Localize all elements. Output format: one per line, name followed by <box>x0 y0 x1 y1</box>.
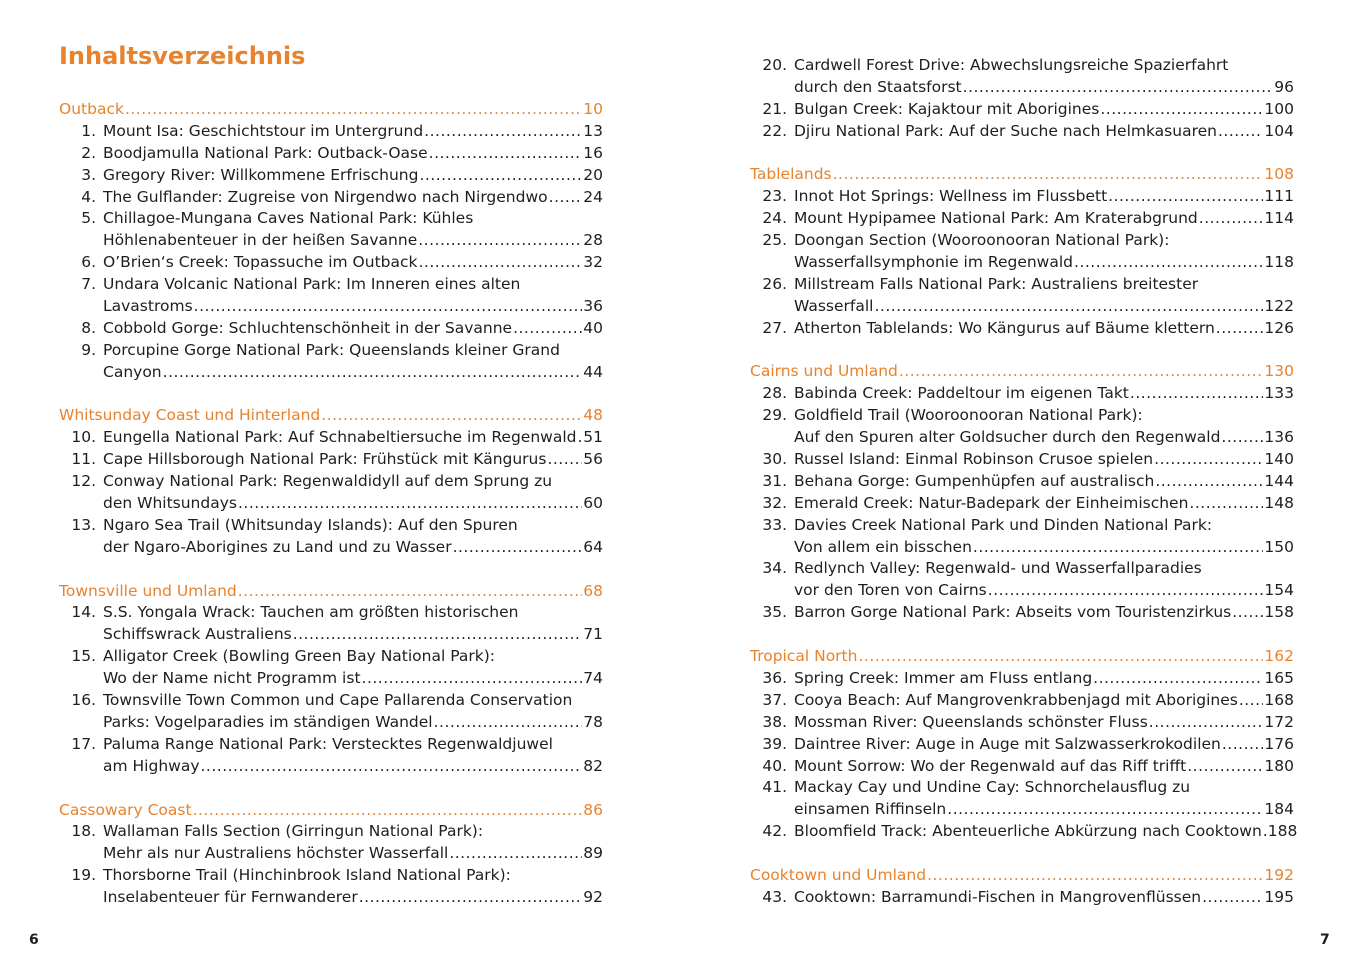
entry-page-number: 133 <box>1264 384 1294 403</box>
entry-page-number: 150 <box>1264 537 1294 556</box>
toc-entry[interactable] <box>59 296 603 318</box>
entry-number: 13. <box>71 515 96 534</box>
toc-entry[interactable] <box>59 427 603 449</box>
toc-entry[interactable] <box>59 340 603 362</box>
toc-entry[interactable] <box>59 187 603 209</box>
section-spacer <box>750 143 1294 165</box>
entry-number: 16. <box>71 691 96 710</box>
entry-title: Millstream Falls National Park: Australiens breitester <box>794 274 1199 293</box>
entry-page-number: 82 <box>583 756 603 775</box>
dot-leader <box>429 143 583 165</box>
entry-page-number: 118 <box>1264 253 1294 272</box>
entry-title: Barron Gorge National Park: Abseits vom Touristenzirkus <box>794 603 1232 622</box>
entry-number: 4. <box>81 187 96 206</box>
toc-entry[interactable] <box>750 208 1294 230</box>
entry-number: 26. <box>762 274 787 293</box>
toc-entry[interactable] <box>59 756 603 778</box>
entry-number: 28. <box>762 384 787 403</box>
toc-entry[interactable] <box>59 318 603 340</box>
entry-title: Cobbold Gorge: Schluchtenschönheit in der Savanne <box>103 318 513 337</box>
toc-left-column <box>59 99 603 909</box>
entry-title: den Whitsundays <box>103 494 237 513</box>
dot-leader <box>1093 668 1263 690</box>
toc-entry[interactable] <box>750 712 1294 734</box>
toc-entry[interactable] <box>59 274 603 296</box>
entry-title: Cardwell Forest Drive: Abwechslungsreiche Spazierfahrt <box>794 56 1229 74</box>
toc-entry[interactable] <box>59 471 603 493</box>
entry-title: Wasserfallsymphonie im Regenwald <box>794 253 1074 272</box>
dot-leader <box>125 99 582 121</box>
entry-title: Emerald Creek: Natur-Badepark der Einheimischen <box>794 493 1189 512</box>
toc-entry[interactable] <box>750 558 1294 580</box>
entry-page-number: 36 <box>583 297 603 316</box>
entry-page-number: 104 <box>1264 121 1294 140</box>
dot-leader <box>1239 690 1264 712</box>
dot-leader <box>362 668 583 690</box>
dot-leader <box>163 362 583 384</box>
entry-title: Cape Hillsborough National Park: Frühstück mit Kängurus <box>103 450 547 469</box>
entry-page-number: 44 <box>583 362 603 381</box>
toc-entry[interactable] <box>59 734 603 756</box>
entry-page-number: 144 <box>1264 471 1294 490</box>
entry-title: Gregory River: Willkommene Erfrischung <box>103 165 419 184</box>
entry-number: 1. <box>81 121 96 140</box>
entry-title: Russel Island: Einmal Robinson Crusoe spielen <box>794 450 1154 469</box>
entry-page-number: 13 <box>583 121 603 140</box>
entry-title: Redlynch Valley: Regenwald- und Wasserfallparadies <box>794 559 1202 578</box>
toc-entry[interactable] <box>59 230 603 252</box>
section-title: Cassowary Coast <box>59 800 192 819</box>
entry-number: 19. <box>71 866 96 885</box>
entry-title: Lavastroms <box>103 297 193 316</box>
entry-page-number: 126 <box>1264 318 1294 337</box>
toc-entry[interactable] <box>750 734 1294 756</box>
entry-title: Mount Hypipamee National Park: Am Kraterabgrund <box>794 209 1198 228</box>
entry-title: Cooktown: Barramundi-Fischen in Mangrovenflüssen <box>794 887 1202 906</box>
section-page-number: 130 <box>1264 362 1294 381</box>
dot-leader <box>874 296 1263 318</box>
toc-entry[interactable] <box>750 515 1294 537</box>
entry-number: 7. <box>81 275 96 294</box>
toc-entry[interactable] <box>750 405 1294 427</box>
entry-page-number: 195 <box>1264 887 1294 906</box>
entry-title: Townsville Town Common und Cape Pallarenda Conservation <box>103 691 573 710</box>
entry-page-number: 148 <box>1264 493 1294 512</box>
dot-leader <box>858 646 1263 668</box>
entry-number: 24. <box>762 209 787 228</box>
dot-leader <box>238 581 582 603</box>
dot-leader <box>419 252 583 274</box>
dot-leader <box>193 800 583 822</box>
section-spacer <box>750 624 1294 646</box>
section-title: Townsville und Umland <box>59 581 237 600</box>
entry-title: Conway National Park: Regenwaldidyll auf dem Sprung zu <box>103 472 553 491</box>
entry-page-number: 154 <box>1264 581 1294 600</box>
toc-entry[interactable] <box>59 362 603 384</box>
entry-title: Mount Sorrow: Wo der Regenwald auf das Riff trifft <box>794 756 1187 775</box>
dot-leader <box>1189 493 1263 515</box>
entry-number: 39. <box>762 734 787 753</box>
dot-leader <box>1074 252 1263 274</box>
entry-title: Parks: Vogelparadies im ständigen Wandel <box>103 712 433 731</box>
dot-leader <box>1221 427 1263 449</box>
dot-leader <box>194 296 583 318</box>
entry-title: S.S. Yongala Wrack: Tauchen am größten historischen <box>103 603 519 622</box>
entry-page-number: 56 <box>583 450 603 469</box>
entry-page-number: 92 <box>583 888 603 907</box>
entry-title: Eungella National Park: Auf Schnabeltiersuche im Regenwald <box>103 428 577 447</box>
entry-title: Innot Hot Springs: Wellness im Flussbett <box>794 187 1108 206</box>
entry-number: 15. <box>71 647 96 666</box>
entry-title: der Ngaro-Aborigines zu Land und zu Wasser <box>103 537 452 556</box>
dot-leader <box>577 427 582 449</box>
section-title: Outback <box>59 100 124 118</box>
dot-leader <box>424 121 582 143</box>
entry-page-number: 136 <box>1264 428 1294 447</box>
section-page-number: 162 <box>1264 647 1294 666</box>
toc-entry[interactable] <box>750 186 1294 208</box>
toc-entry[interactable] <box>750 668 1294 690</box>
dot-leader <box>1154 449 1263 471</box>
toc-entry[interactable] <box>750 821 1298 843</box>
toc-entry[interactable] <box>750 887 1294 909</box>
toc-section[interactable] <box>750 646 1294 668</box>
entry-number: 33. <box>762 515 787 534</box>
entry-page-number: 51 <box>583 428 603 447</box>
entry-title: Wo der Name nicht Programm ist <box>103 669 361 688</box>
entry-number: 29. <box>762 406 787 425</box>
entry-page-number: 180 <box>1264 756 1294 775</box>
entry-page-number: 89 <box>583 844 603 863</box>
entry-number: 6. <box>81 253 96 272</box>
toc-entry[interactable] <box>750 427 1294 449</box>
entry-number: 27. <box>762 318 787 337</box>
section-spacer <box>59 559 603 581</box>
dot-leader <box>1130 383 1264 405</box>
dot-leader <box>549 187 583 209</box>
toc-entry[interactable] <box>59 712 603 734</box>
entry-number: 37. <box>762 690 787 709</box>
entry-page-number: 188 <box>1267 822 1298 841</box>
toc-entry[interactable] <box>59 143 603 165</box>
dot-leader <box>321 405 582 427</box>
entry-title: Inselabenteuer für Fernwanderer <box>103 888 358 907</box>
dot-leader <box>963 77 1274 99</box>
entry-title: Ngaro Sea Trail (Whitsunday Islands): Auf den Spuren <box>103 515 518 534</box>
entry-title: Boodjamulla National Park: Outback-Oase <box>103 143 428 162</box>
toc-right-column <box>750 55 1298 909</box>
toc-entry[interactable] <box>59 690 603 712</box>
dot-leader <box>418 230 582 252</box>
entry-number: 8. <box>81 318 96 337</box>
entry-number: 40. <box>762 756 787 775</box>
dot-leader <box>293 624 583 646</box>
section-title: Tablelands <box>750 165 832 184</box>
entry-page-number: 16 <box>583 143 603 162</box>
entry-title: The Gulflander: Zugreise von Nirgendwo nach Nirgendwo <box>103 187 548 206</box>
toc-section[interactable] <box>750 865 1294 887</box>
dot-leader <box>927 865 1263 887</box>
entry-number: 9. <box>81 340 96 359</box>
entry-page-number: 71 <box>583 625 603 644</box>
toc-entry[interactable] <box>59 493 603 515</box>
toc-section[interactable] <box>59 581 603 603</box>
entry-title: Mackay Cay und Undine Cay: Schnorchelausflug zu <box>794 778 1191 797</box>
entry-number: 32. <box>762 493 787 512</box>
toc-section[interactable] <box>59 99 603 121</box>
entry-title: Porcupine Gorge National Park: Queenslands kleiner Grand <box>103 340 560 359</box>
entry-number: 34. <box>762 559 787 578</box>
entry-title: Bloomfield Track: Abenteuerliche Abkürzung nach Cooktown <box>794 822 1262 841</box>
entry-number: 12. <box>71 472 96 491</box>
entry-page-number: 32 <box>583 253 603 272</box>
entry-number: 18. <box>71 822 96 841</box>
page-number-right: 7 <box>1320 932 1330 948</box>
toc-entry[interactable] <box>59 165 603 187</box>
dot-leader <box>419 165 582 187</box>
toc-section[interactable] <box>750 164 1294 186</box>
toc-entry[interactable] <box>750 230 1294 252</box>
toc-entry[interactable] <box>59 602 603 624</box>
toc-entry[interactable] <box>750 493 1294 515</box>
toc-entry[interactable] <box>750 690 1294 712</box>
toc-entry[interactable] <box>750 799 1294 821</box>
entry-title: Babinda Creek: Paddeltour im eigenen Takt <box>794 384 1129 403</box>
entry-number: 42. <box>762 822 787 841</box>
entry-title: Spring Creek: Immer am Fluss entlang <box>794 668 1093 687</box>
section-page-number: 108 <box>1264 165 1294 184</box>
toc-entry[interactable] <box>59 865 603 887</box>
entry-page-number: 24 <box>583 187 603 206</box>
entry-title: Alligator Creek (Bowling Green Bay National Park): <box>103 647 495 666</box>
entry-title: durch den Staatsforst <box>794 77 962 96</box>
entry-number: 3. <box>81 165 96 184</box>
entry-number: 11. <box>71 450 96 469</box>
entry-number: 35. <box>762 603 787 622</box>
entry-page-number: 78 <box>583 712 603 731</box>
section-spacer <box>750 843 1294 865</box>
dot-leader <box>1218 121 1263 143</box>
entry-page-number: 140 <box>1264 450 1294 469</box>
section-title: Tropical North <box>750 647 858 666</box>
entry-title: einsamen Riffinseln <box>794 800 947 819</box>
toc-entry[interactable] <box>59 208 603 230</box>
entry-page-number: 74 <box>583 669 603 688</box>
toc-entry[interactable] <box>59 843 603 865</box>
entry-page-number: 20 <box>583 165 603 184</box>
toc-entry[interactable] <box>59 252 603 274</box>
dot-leader <box>973 537 1264 559</box>
entry-page-number: 172 <box>1264 712 1294 731</box>
entry-title: am Highway <box>103 756 200 775</box>
section-page-number: 68 <box>583 581 603 600</box>
entry-title: Daintree River: Auge in Auge mit Salzwasserkrokodilen <box>794 734 1221 753</box>
entry-number: 25. <box>762 231 787 250</box>
entry-title: Canyon <box>103 362 162 381</box>
entry-number: 22. <box>762 121 787 140</box>
toc-entry[interactable] <box>750 383 1294 405</box>
toc-entry[interactable] <box>750 274 1294 296</box>
toc-entry[interactable] <box>750 449 1294 471</box>
toc-entry[interactable] <box>750 252 1294 274</box>
entry-page-number: 176 <box>1264 734 1294 753</box>
dot-leader <box>1216 318 1264 340</box>
dot-leader <box>1222 734 1264 756</box>
dot-leader <box>1108 186 1263 208</box>
entry-title: Paluma Range National Park: Verstecktes Regenwaldjuwel <box>103 734 553 753</box>
dot-leader <box>434 712 583 734</box>
entry-title: Undara Volcanic National Park: Im Inneren eines alten <box>103 275 521 294</box>
dot-leader <box>1202 887 1263 909</box>
entry-number: 43. <box>762 887 787 906</box>
entry-title: Davies Creek National Park und Dinden National Park: <box>794 515 1213 534</box>
dot-leader <box>359 887 583 909</box>
section-page-number: 48 <box>583 406 603 425</box>
entry-number: 30. <box>762 450 787 469</box>
entry-number: 2. <box>81 143 96 162</box>
dot-leader <box>1155 471 1263 493</box>
entry-number: 36. <box>762 668 787 687</box>
entry-page-number: 168 <box>1264 690 1294 709</box>
dot-leader <box>449 843 582 865</box>
entry-title: Auf den Spuren alter Goldsucher durch den Regenwald <box>794 428 1221 447</box>
toc-entry[interactable] <box>59 887 603 909</box>
entry-number: 5. <box>81 209 96 228</box>
section-title: Whitsunday Coast und Hinterland <box>59 406 321 425</box>
toc-entry[interactable] <box>59 668 603 690</box>
entry-page-number: 40 <box>583 318 603 337</box>
toc-entry[interactable] <box>59 121 603 143</box>
entry-number: 14. <box>71 603 96 622</box>
toc-entry[interactable] <box>59 624 603 646</box>
toc-entry[interactable] <box>59 449 603 471</box>
dot-leader <box>1149 712 1264 734</box>
section-spacer <box>59 384 603 406</box>
toc-entry[interactable] <box>59 646 603 668</box>
entry-page-number: 96 <box>1274 77 1294 96</box>
page-number-left: 6 <box>29 932 39 948</box>
toc-entry[interactable] <box>750 602 1294 624</box>
entry-title: Goldfield Trail (Wooroonooran National Park): <box>794 406 1143 425</box>
entry-title: Atherton Tablelands: Wo Kängurus auf Bäume klettern <box>794 318 1215 337</box>
entry-title: Von allem ein bisschen <box>794 537 972 556</box>
entry-title: Thorsborne Trail (Hinchinbrook Island National Park): <box>103 866 511 885</box>
toc-entry[interactable] <box>750 77 1294 99</box>
toc-section[interactable] <box>59 405 603 427</box>
toc-entry[interactable] <box>750 537 1294 559</box>
toc-entry[interactable] <box>59 537 603 559</box>
entry-title: vor den Toren von Cairns <box>794 581 987 600</box>
entry-title: Behana Gorge: Gumpenhüpfen auf australisch <box>794 471 1155 490</box>
dot-leader <box>513 318 582 340</box>
dot-leader <box>833 164 1264 186</box>
entry-title: Mossman River: Queenslands schönster Fluss <box>794 712 1148 731</box>
entry-title: Bulgan Creek: Kajaktour mit Aborigines <box>794 99 1100 118</box>
dot-leader <box>1199 208 1264 230</box>
entry-title: Djiru National Park: Auf der Suche nach Helmkasuaren <box>794 121 1217 140</box>
entry-title: Mount Isa: Geschichtstour im Untergrund <box>103 121 424 140</box>
entry-title: Höhlenabenteuer in der heißen Savanne <box>103 231 418 250</box>
entry-title: Wallaman Falls Section (Girringun National Park): <box>103 822 484 841</box>
entry-title: O’Brien‘s Creek: Topassuche im Outback <box>103 253 418 272</box>
dot-leader <box>547 449 582 471</box>
entry-number: 41. <box>762 778 787 797</box>
dot-leader <box>899 361 1264 383</box>
entry-title: Wasserfall <box>794 296 874 315</box>
dot-leader <box>1187 756 1263 778</box>
dot-leader <box>238 493 582 515</box>
entry-title: Schiffswrack Australiens <box>103 625 292 644</box>
toc-entry[interactable] <box>59 515 603 537</box>
entry-page-number: 60 <box>583 494 603 513</box>
toc-entry[interactable] <box>750 580 1294 602</box>
toc-entry[interactable] <box>750 471 1294 493</box>
section-page-number: 10 <box>583 100 603 118</box>
dot-leader <box>947 799 1263 821</box>
toc-entry[interactable] <box>750 777 1294 799</box>
dot-leader <box>988 580 1264 602</box>
toc-title: Inhaltsverzeichnis <box>59 42 306 70</box>
dot-leader <box>1232 602 1263 624</box>
entry-page-number: 114 <box>1264 209 1294 228</box>
section-page-number: 86 <box>583 800 603 819</box>
entry-number: 31. <box>762 471 787 490</box>
entry-number: 23. <box>762 187 787 206</box>
dot-leader <box>1263 821 1267 843</box>
section-spacer <box>59 778 603 800</box>
section-spacer <box>750 340 1294 362</box>
dot-leader <box>1100 99 1263 121</box>
toc-entry[interactable] <box>750 99 1294 121</box>
entry-page-number: 165 <box>1264 668 1294 687</box>
entry-page-number: 184 <box>1264 800 1294 819</box>
entry-number: 21. <box>762 99 787 118</box>
toc-section[interactable] <box>750 361 1294 383</box>
entry-page-number: 64 <box>583 537 603 556</box>
entry-number: 38. <box>762 712 787 731</box>
entry-title: Cooya Beach: Auf Mangrovenkrabbenjagd mit Aborigines <box>794 690 1238 709</box>
entry-page-number: 28 <box>583 231 603 250</box>
entry-number: 17. <box>71 734 96 753</box>
entry-title: Chillagoe-Mungana Caves National Park: Kühles <box>103 209 474 228</box>
section-title: Cooktown und Umland <box>750 865 927 884</box>
toc-entry[interactable] <box>750 121 1294 143</box>
entry-number: 20. <box>762 56 787 74</box>
toc-entry[interactable] <box>750 318 1294 340</box>
entry-title: Doongan Section (Wooroonooran National Park): <box>794 231 1170 250</box>
section-page-number: 192 <box>1264 865 1294 884</box>
entry-page-number: 122 <box>1264 296 1294 315</box>
toc-entry[interactable] <box>750 55 1294 77</box>
entry-number: 10. <box>71 428 96 447</box>
dot-leader <box>453 537 583 559</box>
toc-entry[interactable] <box>750 296 1294 318</box>
entry-title: Mehr als nur Australiens höchster Wasserfall <box>103 844 449 863</box>
entry-page-number: 158 <box>1264 603 1294 622</box>
toc-section[interactable] <box>59 800 603 822</box>
entry-page-number: 100 <box>1264 99 1294 118</box>
toc-entry[interactable] <box>750 756 1294 778</box>
entry-page-number: 111 <box>1264 187 1294 206</box>
section-title: Cairns und Umland <box>750 362 898 381</box>
dot-leader <box>201 756 583 778</box>
toc-entry[interactable] <box>59 821 603 843</box>
